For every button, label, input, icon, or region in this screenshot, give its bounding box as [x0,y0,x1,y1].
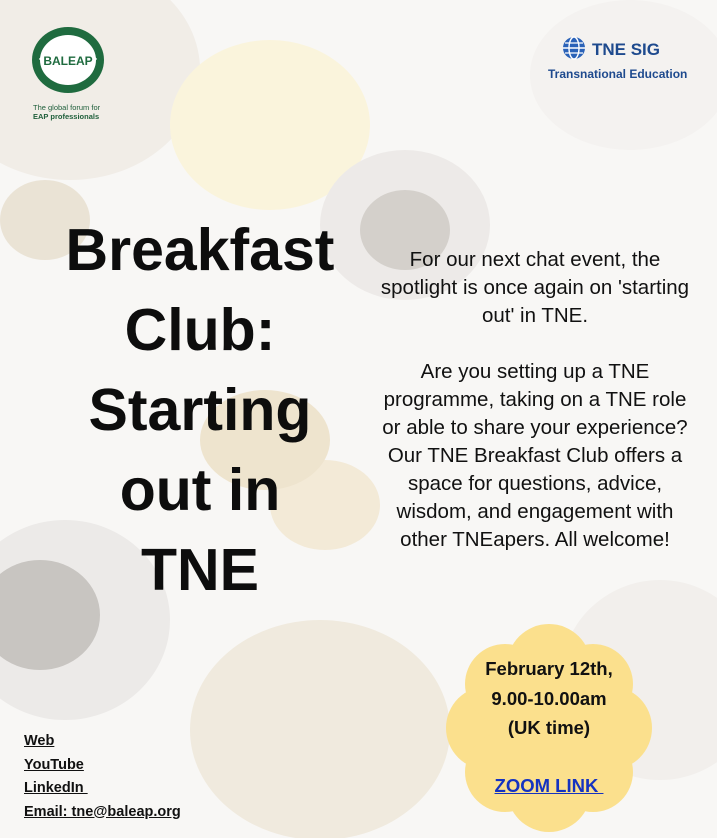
linkedin-link[interactable]: LinkedIn [24,780,88,796]
event-description [380,246,690,554]
event-title [30,210,370,610]
baleap-logo-text: BALEAP [43,54,93,68]
youtube-link[interactable]: YouTube [24,756,84,773]
zoom-link[interactable]: ZOOM LINK [494,775,604,796]
tne-sig-name: TNE SIG [592,40,661,59]
title-line-3: Starting [88,377,312,443]
contact-links [24,730,181,824]
event-time: 9.00-10.00am [491,688,607,709]
title-line-1: Breakfast [65,217,335,283]
event-date: February 12th, [485,658,613,679]
event-timezone: (UK time) [507,717,591,738]
baleap-tagline [33,103,100,121]
email-link[interactable]: Email: tne@baleap.org [24,803,181,820]
baleap-logo-icon [30,26,106,94]
baleap-tagline-line2: EAP professionals [33,112,100,121]
description-paragraph-2: Are you setting up a TNE programme, taking on a TNE role or able to share your experience? Our TNE Breakfast Club offers a space for questions, advice, wisdom, and engagement with other TNEapers. All welcome! [382,360,688,551]
title-line-2: Club: [124,297,276,363]
title-line-4: out in [119,457,281,523]
web-link[interactable]: Web [24,733,55,749]
tne-sig-subtitle: Transnational Education [548,67,688,81]
globe-icon [562,36,586,60]
description-paragraph-1: For our next chat event, the spotlight is once again on 'starting out' in TNE. [380,248,690,327]
title-line-5: TNE [141,537,259,603]
baleap-tagline-line1: The global forum for [33,103,101,112]
